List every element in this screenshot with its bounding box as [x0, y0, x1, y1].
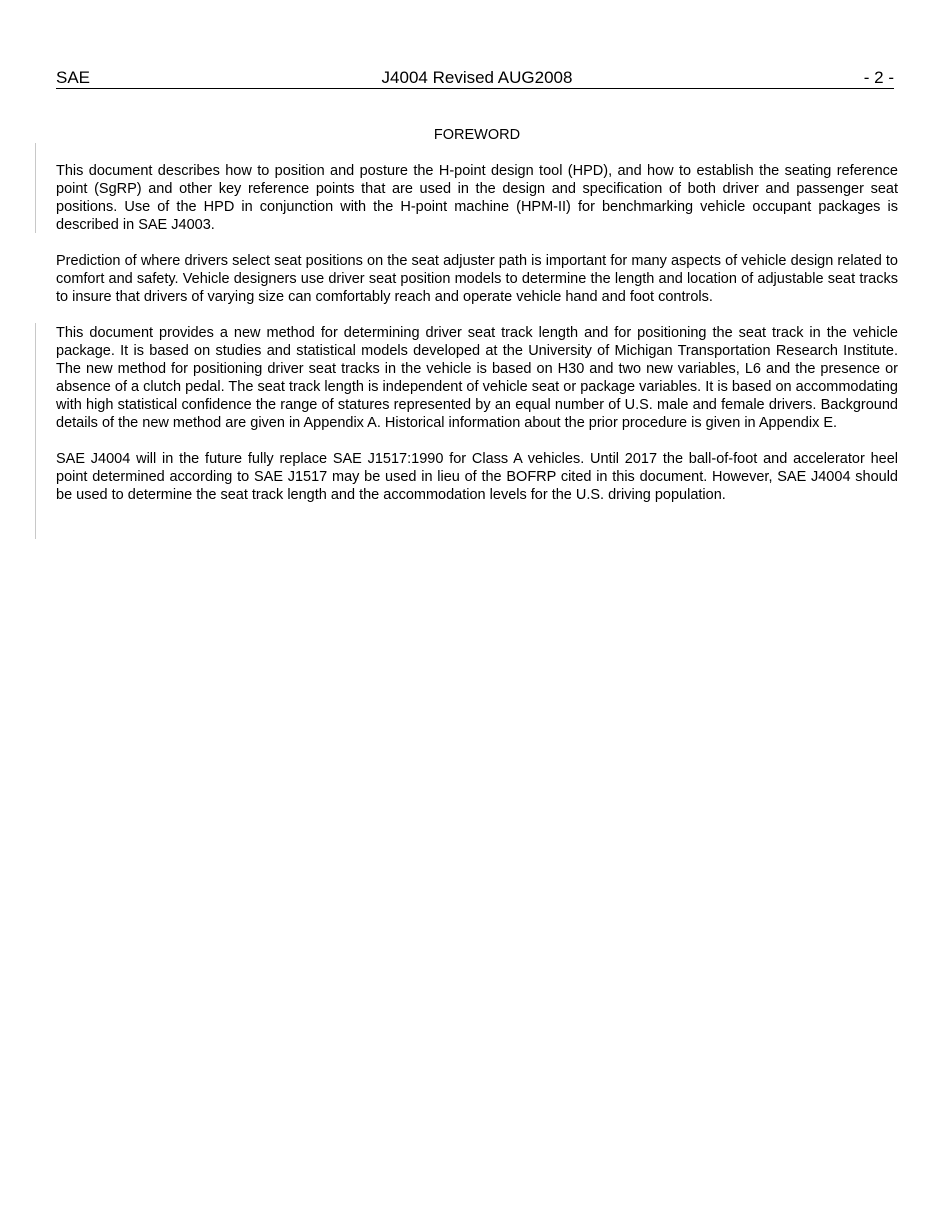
foreword-body [56, 162, 898, 522]
foreword-heading: FOREWORD [433, 127, 521, 143]
header-page-number: - 2 - [863, 68, 894, 87]
header-document-id: J4004 Revised AUG2008 [381, 68, 573, 87]
page-header [56, 68, 894, 89]
foreword-paragraph: Prediction of where drivers select seat positions on the seat adjuster path is important for many aspects of vehicle design related to comfort and safety. Vehicle designers use driver seat position models to determine the length and location of adjustable seat tracks to insure that drivers of varying size can comfortably reach and operate vehicle hand and foot controls. [56, 253, 898, 305]
foreword-paragraph: This document provides a new method for determining driver seat track length and for positioning the seat track in the vehicle package. It is based on studies and statistical models developed at the University of Michigan Transportation Research Institute. The new method for positioning driver seat tracks in the vehicle is based on H30 and two new variables, L6 and the presence or absence of a clutch pedal. The seat track length is independent of vehicle seat or package variables. It is based on accommodating with high statistical confidence the range of statures represented by an equal number of U.S. male and female drivers. Background details of the new method are given in Appendix A. Historical information about the prior procedure is given in Appendix E. [56, 325, 898, 431]
revision-change-bar [35, 323, 36, 539]
revision-change-bar [35, 143, 36, 233]
foreword-paragraph: This document describes how to position and posture the H-point design tool (HPD), and how to establish the seating reference point (SgRP) and other key reference points that are used in the design and specification of both driver and passenger seat positions. Use of the HPD in conjunction with the H-point machine (HPM-II) for benchmarking vehicle occupant packages is described in SAE J4003. [56, 163, 898, 233]
foreword-paragraph: SAE J4004 will in the future fully replace SAE J1517:1990 for Class A vehicles. Until 2017 the ball-of-foot and accelerator heel point determined according to SAE J1517 may be used in lieu of the BOFRP cited in this document. However, SAE J4004 should be used to determine the seat track length and the accommodation levels for the U.S. driving population. [56, 451, 898, 503]
header-org: SAE [56, 68, 91, 87]
